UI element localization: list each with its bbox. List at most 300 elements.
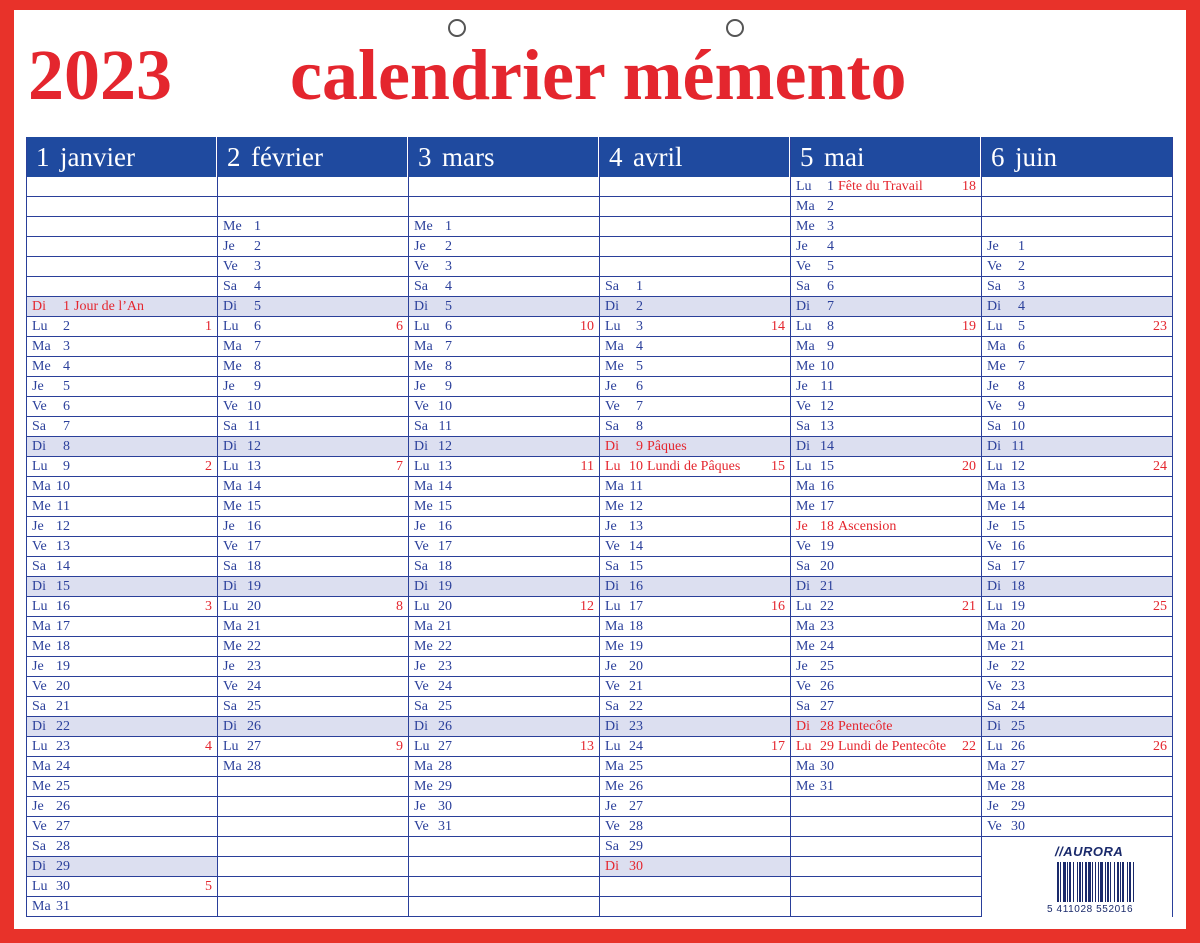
- weekday-label: Di: [987, 299, 1001, 314]
- day-number: 28: [438, 759, 452, 774]
- month-number: 1: [36, 142, 50, 172]
- weekday-label: Ve: [796, 399, 811, 414]
- day-row: [409, 237, 599, 257]
- day-row: [218, 617, 408, 637]
- day-row: [982, 357, 1172, 377]
- day-number: 28: [247, 759, 261, 774]
- day-number: 17: [56, 619, 70, 634]
- weekday-label: Ve: [32, 679, 47, 694]
- day-number: 21: [629, 679, 643, 694]
- day-row: [791, 577, 981, 597]
- weekday-label: Sa: [796, 279, 810, 294]
- barcode-bar: [1069, 862, 1071, 902]
- day-number: 30: [1011, 819, 1025, 834]
- month-header: [218, 137, 408, 177]
- empty-row: [27, 197, 217, 217]
- empty-row: [982, 197, 1172, 217]
- month-number: 3: [418, 142, 432, 172]
- day-number: 7: [63, 419, 70, 434]
- day-row: [600, 517, 790, 537]
- weekday-label: Je: [796, 239, 808, 254]
- weekday-label: Ve: [223, 399, 238, 414]
- day-row: [600, 397, 790, 417]
- day-number: 20: [438, 599, 452, 614]
- weekday-label: Di: [414, 299, 428, 314]
- weekday-label: Lu: [414, 599, 430, 614]
- day-row: [791, 677, 981, 697]
- day-number: 1: [1018, 239, 1025, 254]
- day-number: 25: [438, 699, 452, 714]
- day-row: [982, 717, 1172, 737]
- day-row: [600, 817, 790, 837]
- weekday-label: Di: [223, 299, 237, 314]
- day-number: 13: [820, 419, 834, 434]
- weekday-label: Ma: [223, 619, 242, 634]
- weekday-label: Sa: [223, 699, 237, 714]
- day-number: 3: [1018, 279, 1025, 294]
- day-number: 22: [56, 719, 70, 734]
- day-number: 10: [438, 399, 452, 414]
- day-number: 16: [438, 519, 452, 534]
- day-row: [218, 277, 408, 297]
- week-number: 2: [205, 459, 212, 474]
- weekday-label: Ma: [32, 619, 51, 634]
- day-number: 16: [820, 479, 834, 494]
- barcode-bar: [1133, 862, 1134, 902]
- day-number: 24: [247, 679, 261, 694]
- weekday-label: Di: [987, 719, 1001, 734]
- day-number: 10: [820, 359, 834, 374]
- weekday-label: Sa: [605, 699, 619, 714]
- barcode-bar: [1077, 862, 1078, 902]
- day-row: [982, 617, 1172, 637]
- day-number: 6: [254, 319, 261, 334]
- weekday-label: Je: [32, 519, 44, 534]
- day-number: 10: [56, 479, 70, 494]
- weekday-label: Sa: [414, 279, 428, 294]
- day-number: 31: [820, 779, 834, 794]
- day-number: 8: [254, 359, 261, 374]
- weekday-label: Sa: [605, 559, 619, 574]
- week-number: 24: [1153, 459, 1167, 474]
- day-number: 16: [629, 579, 643, 594]
- day-number: 17: [1011, 559, 1025, 574]
- day-number: 5: [445, 299, 452, 314]
- day-row: [218, 297, 408, 317]
- weekday-label: Lu: [796, 179, 812, 194]
- day-row: [27, 337, 217, 357]
- day-number: 26: [438, 719, 452, 734]
- weekday-label: Lu: [414, 319, 430, 334]
- month-name: février: [251, 142, 323, 172]
- barcode-bar: [1073, 862, 1074, 902]
- weekday-label: Me: [987, 499, 1006, 514]
- weekday-label: Je: [223, 659, 235, 674]
- day-row: [27, 457, 217, 477]
- day-row: [409, 257, 599, 277]
- weekday-label: Di: [605, 859, 619, 874]
- weekday-label: Je: [987, 799, 999, 814]
- weekday-label: Lu: [987, 319, 1003, 334]
- weekday-label: Me: [987, 779, 1006, 794]
- holiday-label: Lundi de Pâques: [647, 459, 741, 474]
- day-row: [982, 737, 1172, 757]
- day-number: 10: [629, 459, 643, 474]
- weekday-label: Je: [32, 659, 44, 674]
- day-number: 30: [56, 879, 70, 894]
- day-number: 18: [438, 559, 452, 574]
- day-row: [409, 537, 599, 557]
- barcode-bar: [1082, 862, 1083, 902]
- week-number: 18: [962, 179, 976, 194]
- day-row: [409, 777, 599, 797]
- day-number: 3: [63, 339, 70, 354]
- day-row: [791, 297, 981, 317]
- month-number: 4: [609, 142, 623, 172]
- weekday-label: Di: [796, 579, 810, 594]
- week-number: 6: [396, 319, 403, 334]
- day-row: [409, 757, 599, 777]
- day-row: [791, 757, 981, 777]
- day-number: 2: [827, 199, 834, 214]
- day-row: [27, 817, 217, 837]
- day-row: [791, 257, 981, 277]
- day-number: 9: [827, 339, 834, 354]
- weekday-label: Ma: [796, 759, 815, 774]
- weekday-label: Ve: [32, 399, 47, 414]
- day-number: 6: [636, 379, 643, 394]
- day-row: [982, 777, 1172, 797]
- holiday-label: Pentecôte: [838, 719, 893, 734]
- day-number: 19: [820, 539, 834, 554]
- weekday-label: Di: [414, 439, 428, 454]
- day-number: 24: [56, 759, 70, 774]
- empty-row: [218, 797, 408, 817]
- day-number: 31: [56, 899, 70, 914]
- day-row: [27, 297, 217, 317]
- day-number: 5: [63, 379, 70, 394]
- weekday-label: Je: [223, 379, 235, 394]
- day-row: [791, 697, 981, 717]
- day-number: 2: [63, 319, 70, 334]
- day-number: 4: [827, 239, 834, 254]
- day-row: [409, 797, 599, 817]
- day-row: [982, 457, 1172, 477]
- weekday-label: Me: [32, 359, 51, 374]
- weekday-label: Ma: [987, 479, 1006, 494]
- day-number: 27: [56, 819, 70, 834]
- day-row: [791, 397, 981, 417]
- day-row: [600, 497, 790, 517]
- day-number: 29: [629, 839, 643, 854]
- day-row: [600, 617, 790, 637]
- day-row: [600, 757, 790, 777]
- day-row: [409, 597, 599, 617]
- day-number: 12: [438, 439, 452, 454]
- weekday-label: Lu: [414, 739, 430, 754]
- day-row: [791, 377, 981, 397]
- day-number: 15: [247, 499, 261, 514]
- holiday-label: Lundi de Pentecôte: [838, 739, 947, 754]
- empty-row: [600, 897, 790, 917]
- brand-box: [1043, 838, 1171, 920]
- day-number: 6: [445, 319, 452, 334]
- day-number: 4: [254, 279, 261, 294]
- day-row: [218, 317, 408, 337]
- day-number: 23: [247, 659, 261, 674]
- empty-row: [791, 797, 981, 817]
- weekday-label: Lu: [223, 319, 239, 334]
- weekday-label: Je: [414, 519, 426, 534]
- weekday-label: Ve: [32, 819, 47, 834]
- month-number: 5: [800, 142, 814, 172]
- day-number: 27: [1011, 759, 1025, 774]
- day-number: 14: [820, 439, 834, 454]
- weekday-label: Sa: [32, 419, 46, 434]
- weekday-label: Sa: [605, 839, 619, 854]
- weekday-label: Me: [605, 359, 624, 374]
- day-row: [218, 257, 408, 277]
- empty-row: [218, 897, 408, 917]
- barcode-bar: [1092, 862, 1093, 902]
- day-row: [218, 497, 408, 517]
- empty-row: [27, 217, 217, 237]
- day-number: 24: [438, 679, 452, 694]
- day-row: [791, 597, 981, 617]
- day-row: [600, 277, 790, 297]
- day-number: 3: [636, 319, 643, 334]
- day-row: [218, 457, 408, 477]
- day-number: 11: [1011, 439, 1025, 454]
- weekday-label: Ma: [32, 339, 51, 354]
- day-row: [982, 477, 1172, 497]
- day-row: [791, 517, 981, 537]
- week-number: 5: [205, 879, 212, 894]
- day-row: [27, 557, 217, 577]
- barcode-bar: [1088, 862, 1091, 902]
- day-number: 21: [438, 619, 452, 634]
- day-row: [218, 217, 408, 237]
- day-row: [218, 377, 408, 397]
- weekday-label: Di: [414, 719, 428, 734]
- day-row: [409, 657, 599, 677]
- week-number: 11: [580, 459, 594, 474]
- day-number: 20: [56, 679, 70, 694]
- empty-row: [218, 777, 408, 797]
- day-row: [27, 357, 217, 377]
- day-row: [27, 897, 217, 917]
- holiday-label: Ascension: [838, 519, 897, 534]
- weekday-label: Lu: [605, 459, 621, 474]
- day-number: 15: [820, 459, 834, 474]
- weekday-label: Ma: [796, 619, 815, 634]
- weekday-label: Ve: [605, 679, 620, 694]
- month-name: avril: [633, 142, 683, 172]
- barcode-bar: [1095, 862, 1096, 902]
- weekday-label: Lu: [223, 599, 239, 614]
- holiday-label: Jour de l’An: [74, 299, 144, 314]
- day-number: 18: [1011, 579, 1025, 594]
- day-number: 1: [254, 219, 261, 234]
- weekday-label: Lu: [605, 599, 621, 614]
- day-row: [600, 317, 790, 337]
- month-header: [27, 137, 217, 177]
- week-number: 15: [771, 459, 785, 474]
- day-row: [982, 377, 1172, 397]
- weekday-label: Sa: [223, 419, 237, 434]
- weekday-label: Me: [796, 639, 815, 654]
- day-number: 23: [629, 719, 643, 734]
- day-number: 19: [438, 579, 452, 594]
- day-row: [27, 597, 217, 617]
- weekday-label: Me: [796, 779, 815, 794]
- day-row: [600, 357, 790, 377]
- day-row: [409, 477, 599, 497]
- day-row: [791, 637, 981, 657]
- weekday-label: Di: [223, 579, 237, 594]
- weekday-label: Lu: [32, 599, 48, 614]
- day-number: 17: [820, 499, 834, 514]
- weekday-label: Di: [796, 719, 810, 734]
- day-row: [218, 237, 408, 257]
- weekday-label: Lu: [223, 459, 239, 474]
- day-number: 20: [1011, 619, 1025, 634]
- weekday-label: Me: [414, 639, 433, 654]
- weekday-label: Je: [223, 519, 235, 534]
- day-row: [27, 377, 217, 397]
- weekday-label: Ve: [605, 399, 620, 414]
- day-row: [27, 697, 217, 717]
- weekday-label: Je: [414, 659, 426, 674]
- day-row: [982, 657, 1172, 677]
- weekday-label: Ve: [414, 399, 429, 414]
- empty-row: [409, 857, 599, 877]
- weekday-label: Je: [987, 519, 999, 534]
- day-row: [791, 617, 981, 637]
- week-number: 22: [962, 739, 976, 754]
- weekday-label: Di: [414, 579, 428, 594]
- day-row: [27, 777, 217, 797]
- day-number: 23: [820, 619, 834, 634]
- day-row: [27, 437, 217, 457]
- week-number: 21: [962, 599, 976, 614]
- day-number: 29: [1011, 799, 1025, 814]
- day-row: [982, 297, 1172, 317]
- day-row: [27, 877, 217, 897]
- empty-row: [791, 857, 981, 877]
- day-row: [218, 477, 408, 497]
- weekday-label: Me: [987, 359, 1006, 374]
- calendar-grid: [26, 137, 1173, 917]
- empty-row: [600, 197, 790, 217]
- month-column: [599, 137, 790, 917]
- weekday-label: Me: [414, 359, 433, 374]
- weekday-label: Sa: [605, 419, 619, 434]
- day-row: [27, 417, 217, 437]
- weekday-label: Je: [796, 379, 808, 394]
- day-number: 22: [247, 639, 261, 654]
- day-number: 14: [629, 539, 643, 554]
- day-row: [791, 537, 981, 557]
- weekday-label: Je: [414, 239, 426, 254]
- weekday-label: Me: [414, 499, 433, 514]
- week-number: 12: [580, 599, 594, 614]
- week-number: 8: [396, 599, 403, 614]
- month-name: mars: [442, 142, 495, 172]
- weekday-label: Sa: [414, 699, 428, 714]
- weekday-label: Ve: [223, 259, 238, 274]
- weekday-label: Lu: [796, 599, 812, 614]
- day-row: [791, 317, 981, 337]
- weekday-label: Ve: [414, 679, 429, 694]
- weekday-label: Je: [414, 799, 426, 814]
- day-number: 27: [820, 699, 834, 714]
- day-number: 21: [1011, 639, 1025, 654]
- weekday-label: Sa: [987, 419, 1001, 434]
- weekday-label: Me: [605, 639, 624, 654]
- week-number: 14: [771, 319, 785, 334]
- weekday-label: Je: [605, 379, 617, 394]
- day-number: 14: [56, 559, 70, 574]
- weekday-label: Je: [796, 659, 808, 674]
- day-row: [600, 337, 790, 357]
- day-number: 27: [438, 739, 452, 754]
- barcode-bar: [1110, 862, 1111, 902]
- day-number: 5: [1018, 319, 1025, 334]
- empty-row: [409, 177, 599, 197]
- weekday-label: Me: [223, 639, 242, 654]
- day-number: 15: [438, 499, 452, 514]
- day-row: [218, 677, 408, 697]
- weekday-label: Ma: [32, 899, 51, 914]
- weekday-label: Ve: [414, 539, 429, 554]
- day-number: 13: [629, 519, 643, 534]
- weekday-label: Je: [987, 379, 999, 394]
- day-number: 24: [820, 639, 834, 654]
- day-row: [409, 297, 599, 317]
- day-number: 24: [629, 739, 643, 754]
- barcode-bar: [1127, 862, 1128, 902]
- weekday-label: Sa: [32, 559, 46, 574]
- barcode-bar: [1114, 862, 1115, 902]
- weekday-label: Lu: [987, 599, 1003, 614]
- day-row: [27, 717, 217, 737]
- day-number: 26: [1011, 739, 1025, 754]
- day-number: 15: [1011, 519, 1025, 534]
- day-row: [791, 557, 981, 577]
- day-number: 29: [820, 739, 834, 754]
- day-number: 9: [1018, 399, 1025, 414]
- day-number: 5: [636, 359, 643, 374]
- day-row: [600, 697, 790, 717]
- barcode-bar: [1057, 862, 1059, 902]
- day-number: 4: [636, 339, 643, 354]
- day-row: [27, 577, 217, 597]
- day-row: [409, 677, 599, 697]
- weekday-label: Lu: [605, 739, 621, 754]
- day-number: 5: [827, 259, 834, 274]
- day-number: 22: [438, 639, 452, 654]
- weekday-label: Sa: [987, 699, 1001, 714]
- weekday-label: Di: [605, 719, 619, 734]
- day-row: [982, 537, 1172, 557]
- weekday-label: Sa: [987, 559, 1001, 574]
- weekday-label: Di: [987, 579, 1001, 594]
- day-number: 30: [438, 799, 452, 814]
- barcode-bar: [1107, 862, 1109, 902]
- day-row: [218, 637, 408, 657]
- day-number: 11: [820, 379, 834, 394]
